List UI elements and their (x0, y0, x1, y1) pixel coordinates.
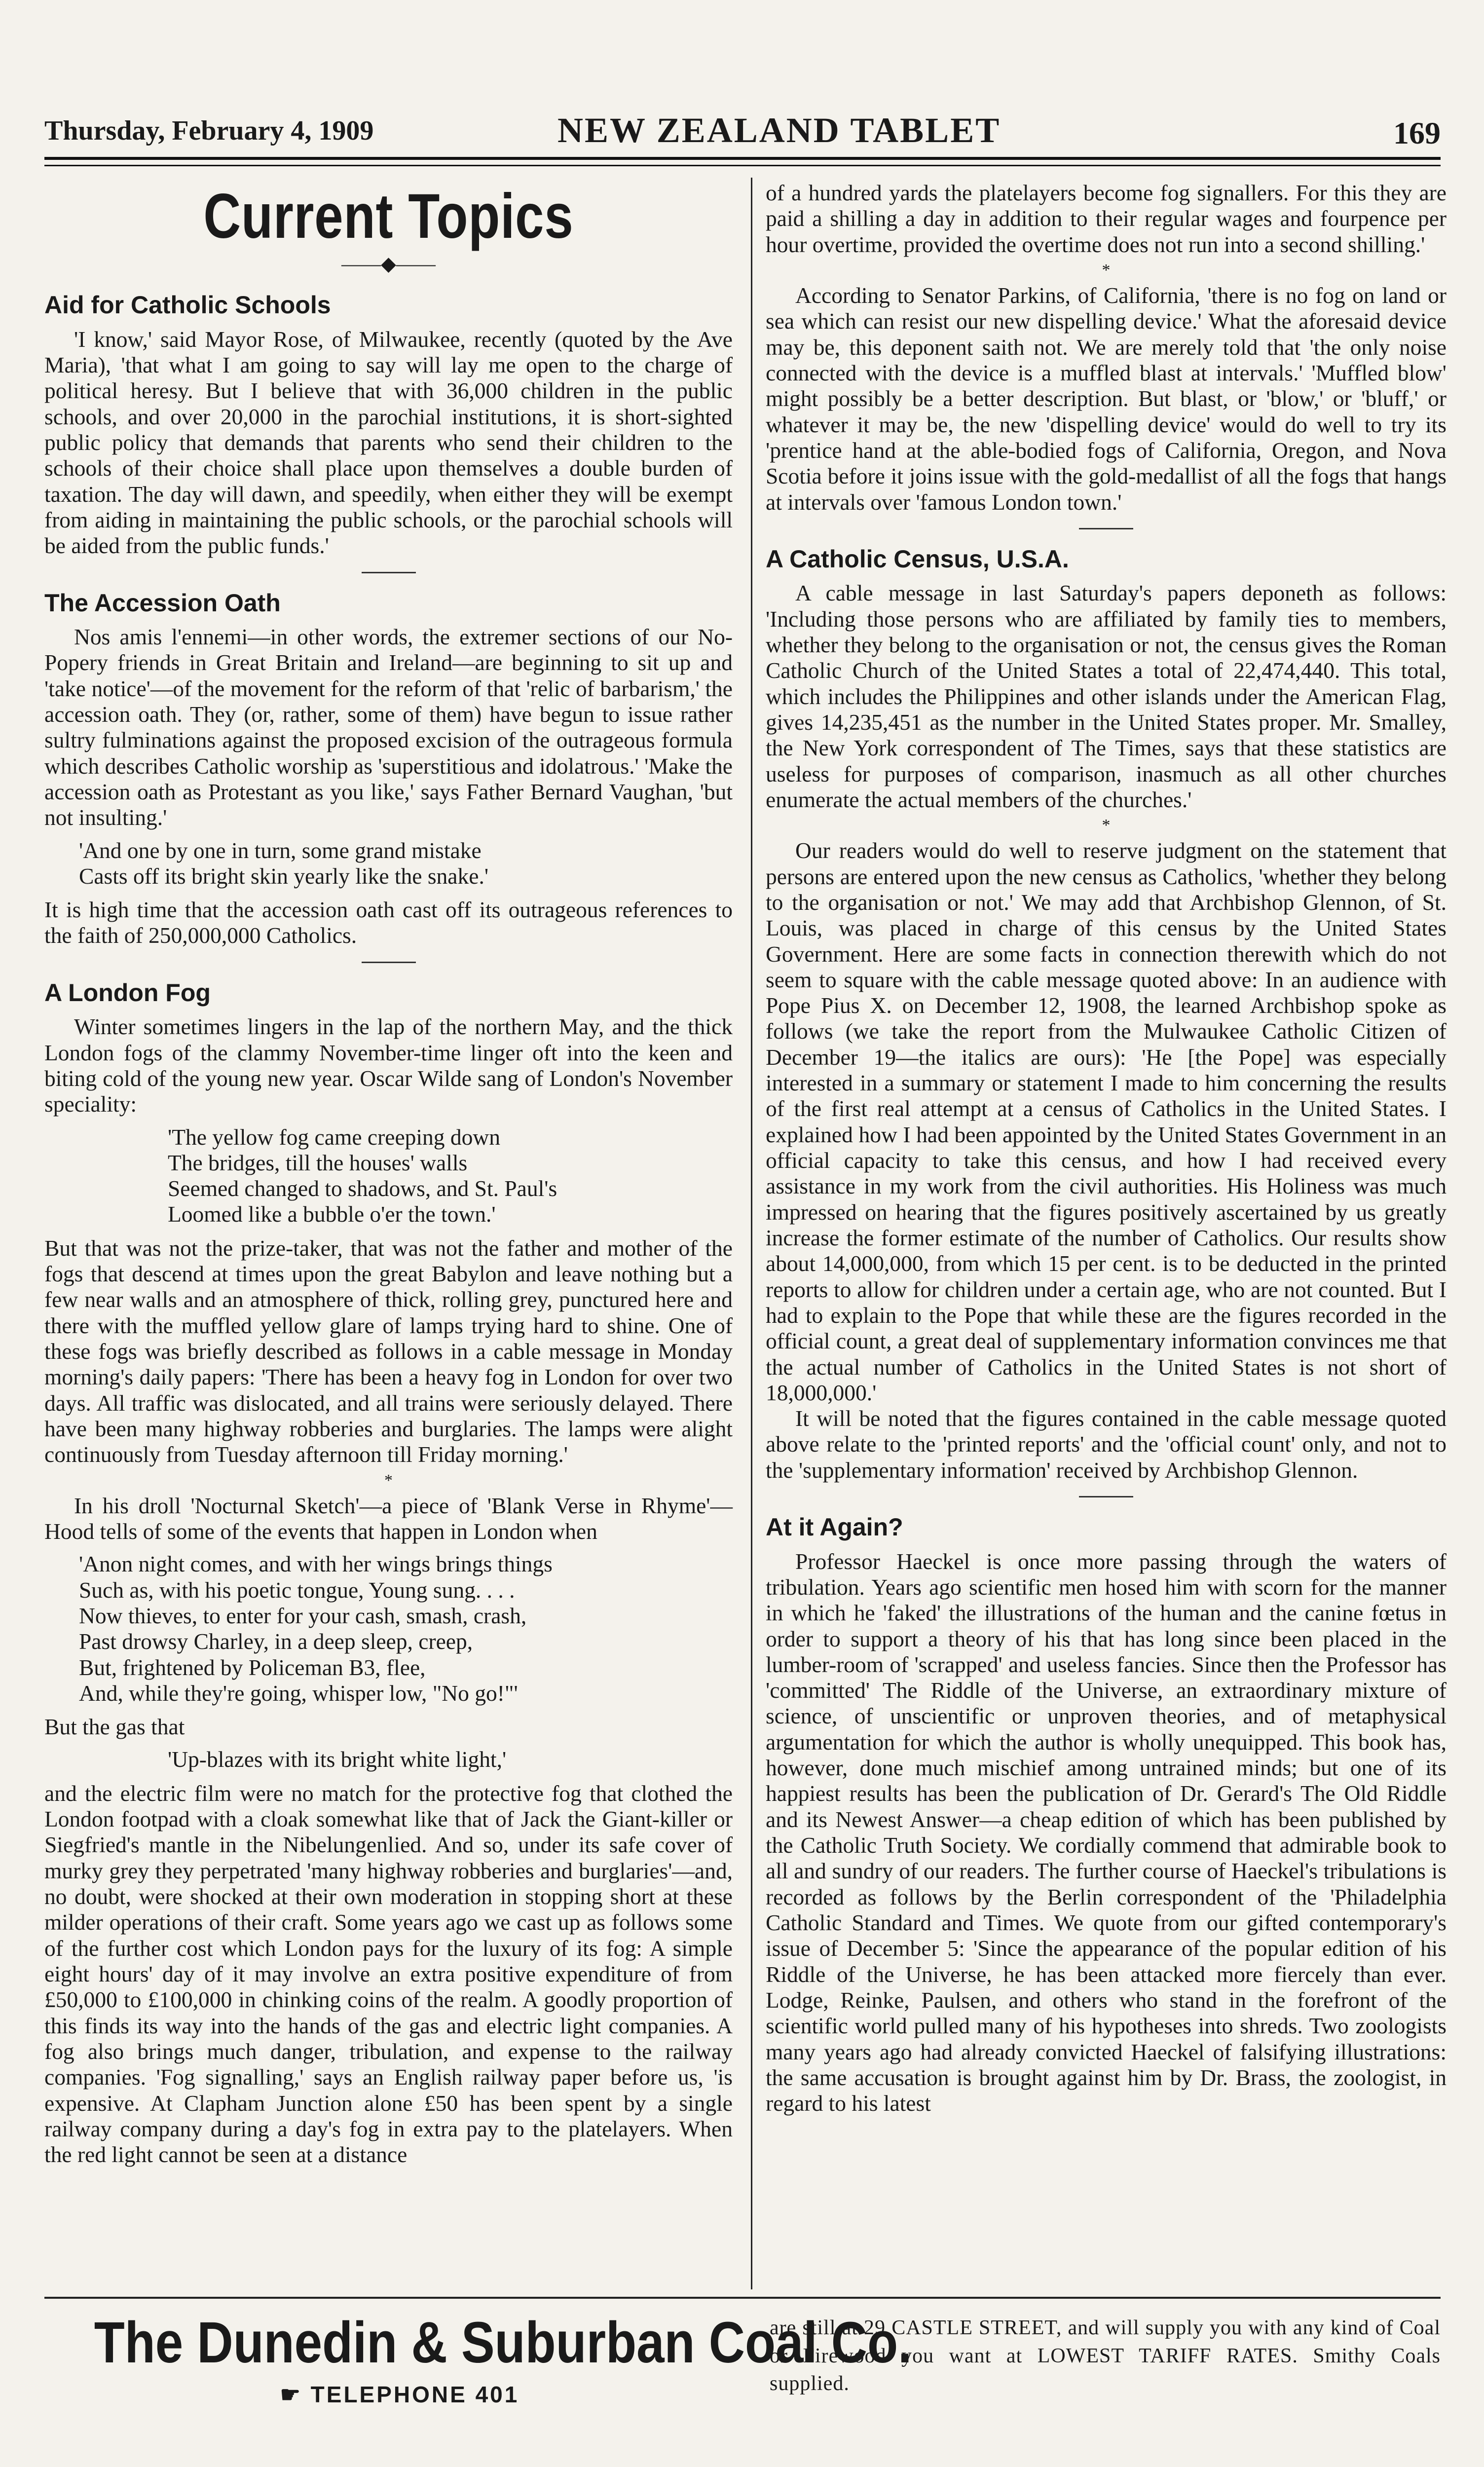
section-star: * (1102, 261, 1111, 279)
verse-line: 'Up-blazes with its bright white light,' (168, 1747, 507, 1772)
advertisement-name-block (44, 2309, 912, 2408)
paragraph: A cable message in last Saturday's papers deponeth as follows: 'Including those persons who are affiliated by family ties to members, whether they belong to the organisation or not, the census gives the Roman Catholic Church of the United States a total of 22,474,440. This total, which includes the Philippines and other islands under the American Flag, gives 14,235,451 as the number in the United States proper. Mr. Smalley, the New York correspondent of The Times, says that these statistics are useless for purposes of comparison, inasmuch as all other churches enumerate the actual members of the churches.' (766, 580, 1447, 812)
paragraph: and the electric film were no match for the protective fog that clothed the London footpad with a cloak somewhat like that of Jack the Giant-killer or Siegfried's mantle in the Nibelungenlied. And so, under its safe cover of murky grey they perpetrated 'many highway robberies and burglaries'—and, no doubt, were shocked at their own moderation in stopping short at these milder operations of their craft. Some years ago we cast up as follows some of the further cost which London pays for the luxury of its fog: A simple eight hours' day of it may involve an extra positive expenditure of from £50,000 to £100,000 in chinking coins of the realm. A goodly proportion of this finds its way into the hands of the gas and electric light companies. A fog also brings much danger, tribulation, and expense to the railway companies. 'Fog signalling,' says an English railway paper before us, 'is expensive. At Clapham Junction alone £50 has been spent by a single railway company during a day's fog in extra pay to the platelayers. When the red light cannot be seen at a distance (44, 1780, 733, 2168)
verse-line: And, while they're going, whisper low, "No go!"' (79, 1680, 518, 1706)
paragraph: Winter sometimes lingers in the lap of the northern May, and the thick London fogs of the clammy November-time linger oft into the keen and biting cold of the young new year. Oscar Wilde sang of London's November speciality: (44, 1014, 733, 1117)
verse-line: Past drowsy Charley, in a deep sleep, creep, (79, 1629, 473, 1654)
verse-line: 'And one by one in turn, some grand mistake (79, 837, 482, 863)
paragraph: But that was not the prize-taker, that was not the father and mother of the fogs that descend at times upon the great Babylon and leave nothing but a few near walls and an atmosphere of thick, rolling grey, punctured here and there with the muffled yellow glare of lamps trying hard to shine. One of these fogs was briefly described as follows in a cable message in Monday morning's daily papers: 'There has been a heavy fog in London for over two days. All traffic was dislocated, and all trains were seriously delayed. There have been many highway robberies and burglaries. The lamps were alight continuously from Tuesday afternoon till Friday morning.' (44, 1235, 733, 1467)
verse-line: Seemed changed to shadows, and St. Paul's (168, 1176, 557, 1201)
advertiser-name: The Dunedin & Suburban Coal Co. (94, 2310, 912, 2375)
divider (1079, 528, 1133, 529)
heading-aid-schools: Aid for Catholic Schools (44, 291, 331, 319)
section-star: * (384, 1471, 393, 1490)
heading-accession-oath: The Accession Oath (44, 589, 281, 617)
paragraph: Professor Haeckel is once more passing through the waters of tribulation. Years ago scientific men hosed him with scorn for the manner in which he 'faked' the illustrations of the human and the canine fœtus in order to support a theory of his that has long since been placed in the lumber-room of 'scrapped' and useless fancies. Since then the Professor has 'committed' The Riddle of the Universe, an extraordinary mixture of science, of unscientific or unproven theories, and of metaphysical argumentation for which the author is wholly unequipped. This book has, however, done much mischief among untrained minds; but one of its happiest results has been the publication of Dr. Gerard's The Old Riddle and its Newest Answer—a cheap edition of which has been published by the Catholic Truth Society. We cordially commend that admirable book to all and sundry of our readers. The further course of Haeckel's tribulations is recorded as follows by the Berlin correspondent of the 'Philadelphia Catholic Standard and Times. We quote from our gifted contemporary's issue of December 5: 'Since the appearance of the popular edition of his Riddle of the Universe, he has been attacked more fiercely than ever. Lodge, Reinke, Paulsen, and others who stand in the forefront of the scientific world pulled many of his hypotheses into shreds. Two zoologists many years ago had already convicted Haeckel of falsifying illustrations: the same accusation is brought against him by Dr. Brass, the zoologist, in regard to his latest (766, 1548, 1447, 2116)
heading-london-fog: A London Fog (44, 978, 211, 1007)
publication-title: NEW ZEALAND TABLET (557, 111, 1001, 150)
title-ornament: ——◆—— (341, 253, 436, 275)
verse-quote (44, 1747, 733, 1772)
advertiser-telephone: ☛ TELEPHONE 401 (280, 2382, 519, 2407)
verse-line: 'Anon night comes, and with her wings brings things (79, 1551, 553, 1577)
paragraph: But the gas that (44, 1714, 185, 1740)
paragraph: According to Senator Parkins, of California, 'there is no fog on land or sea which can resist our new dispelling device.' What the aforesaid device may be, this deponent saith not. We are merely told that 'the only noise connected with the device is a muffled blast at intervals.' 'Muffled blow' might possibly be a better description. But blast, or 'blow,' or 'bluff,' or whatever it may be, the new 'dispelling device' would do well to try its 'prentice hand at the able-bodied fogs of California, Oregon, and Nova Scotia before it joins issue with the gold-medallist of all the fogs that hangs at intervals over 'famous London town.' (766, 283, 1447, 515)
paragraph: 'I know,' said Mayor Rose, of Milwaukee, recently (quoted by the Ave Maria), 'that what I am going to say will lay me open to the charge of political heresy. But I believe that with 36,000 children in the public schools, and over 20,000 in the parochial institutions, it is short-sighted public policy that demands that parents who send their children to the schools of their choice shall place upon themselves a double burden of taxation. The day will dawn, and speedily, when either they will be exempt from aiding in maintaining the public schools, or the parochial schools will be aided from the public funds.' (44, 326, 733, 559)
heading-catholic-census: A Catholic Census, U.S.A. (766, 545, 1069, 573)
verse-quote (44, 1551, 733, 1706)
verse-line: The bridges, till the houses' walls (168, 1150, 468, 1175)
left-column (44, 180, 733, 2168)
page-number: 169 (1393, 115, 1441, 150)
paragraph: It is high time that the accession oath cast off its outrageous references to the faith of 250,000,000 Catholics. (44, 897, 733, 948)
paragraph: In his droll 'Nocturnal Sketch'—a piece of 'Blank Verse in Rhyme'—Hood tells of some of the events that happen in London when (44, 1493, 733, 1544)
right-column (766, 180, 1447, 2116)
divider (362, 572, 416, 573)
verse-quote (44, 1124, 733, 1228)
divider (1079, 1496, 1133, 1497)
verse-line: Such as, with his poetic tongue, Young sung. . . . (79, 1577, 515, 1603)
issue-date: Thursday, February 4, 1909 (44, 115, 374, 146)
section-title: Current Topics (203, 181, 574, 252)
verse-quote (44, 838, 733, 890)
paragraph: Nos amis l'ennemi—in other words, the extremer sections of our No-Popery friends in Great Britain and Ireland—are beginning to sit up and 'take notice'—of the movement for the reform of that 'relic of barbarism,' the accession oath. They (or, rather, some of them) have begun to issue rather sultry fulminations against the proposed excision of the outrageous formula which describes Catholic worship as 'superstitious and idolatrous.' 'Make the accession oath as Protestant as you like,' says Father Bernard Vaughan, 'but not insulting.' (44, 624, 733, 830)
masthead-rule (44, 157, 1441, 166)
verse-line: Loomed like a bubble o'er the town.' (168, 1201, 496, 1227)
verse-line: But, frightened by Policeman B3, flee, (79, 1654, 426, 1680)
verse-line: 'The yellow fog came creeping down (168, 1124, 501, 1150)
column-divider (751, 178, 752, 2289)
heading-at-it-again: At it Again? (766, 1513, 903, 1541)
advertisement-text: are still at 29 CASTLE STREET, and will supply you with any kind of Coal or Firewood you want at LOWEST TARIFF RATES. Smithy Coals supplied. (770, 2317, 1441, 2395)
verse-line: Now thieves, to enter for your cash, smash, crash, (79, 1603, 527, 1628)
section-star: * (1102, 816, 1111, 835)
divider (362, 962, 416, 963)
verse-line: Casts off its bright skin yearly like the snake.' (79, 863, 489, 889)
paragraph: It will be noted that the figures contained in the cable message quoted above relate to the 'printed reports' and the 'official count' only, and not to the 'supplementary information' received by Archbishop Glennon. (766, 1406, 1447, 1483)
masthead (44, 101, 1441, 160)
footer-rule (44, 2297, 1441, 2299)
paragraph: of a hundred yards the platelayers become fog signallers. For this they are paid a shilling a day in addition to their regular wages and fourpence per hour overtime, provided the overtime does not run into a second shilling.' (766, 180, 1447, 257)
paragraph: Our readers would do well to reserve judgment on the statement that persons are entered upon the new census as Catholics, 'whether they belong to the organisation or not.' We may add that Archbishop Glennon, of St. Louis, was placed in charge of this census by the United States Government. Here are some facts in connection therewith which do not seem to square with the cable message quoted above: In an audience with Pope Pius X. on December 12, 1908, the learned Archbishop spoke as follows (we take the report from the Mulwaukee Catholic Citizen of December 19—the italics are ours): 'He [the Pope] was especially interested in a summary or statement I made to him concerning the results of the first real attempt at a census of Catholics in the United States. I explained how I had been appointed by the United States Government in an official capacity to take this census, and how I had received every assistance in my work from the civil authorities. His Holiness was much impressed on hearing that the figures positively ascertained by us greatly increase the former estimate of the number of Catholics. Our results show about 14,000,000, from which 15 per cent. is to be deducted in the printed reports to allow for children under a certain age, who are not counted. But I had to explain to the Pope that while these are the figures recorded in the official count, a great deal of supplementary information convinces me that the actual number of Catholics in the United States is not short of 18,000,000.' (766, 838, 1447, 1405)
